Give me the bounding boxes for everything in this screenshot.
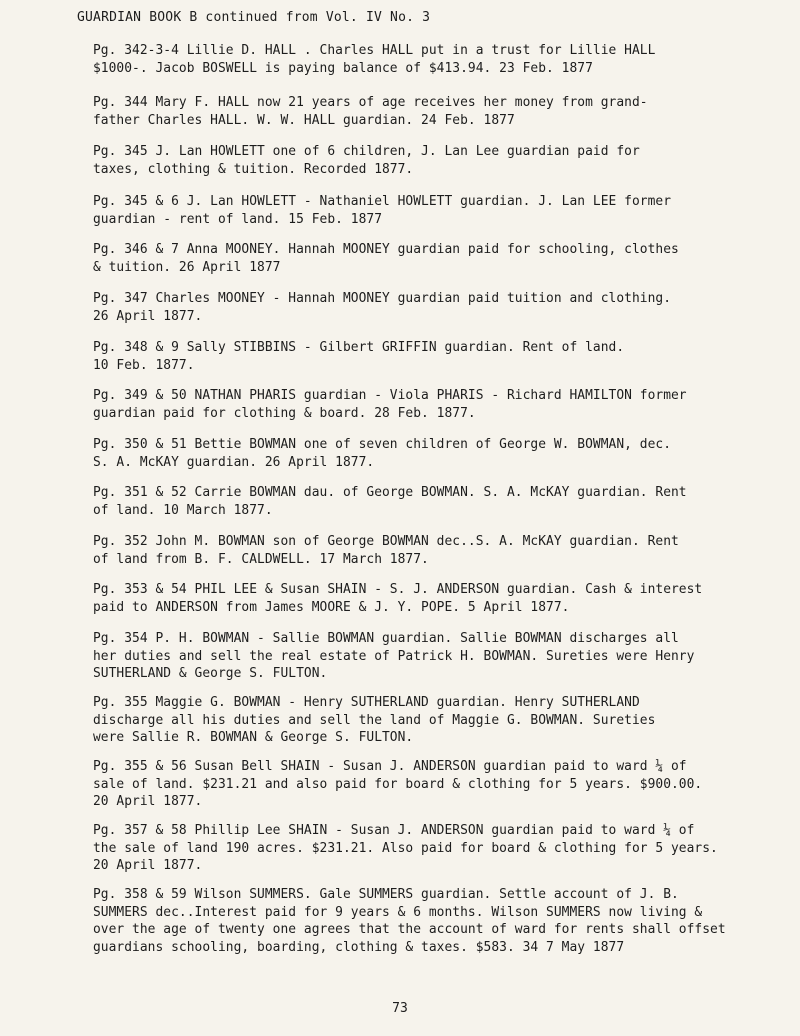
entry-pg-355 (93, 694, 773, 747)
entry-line: 20 April 1877. (93, 794, 203, 810)
entry-pg-346-7 (93, 241, 773, 276)
entry-line: taxes, clothing & tuition. Recorded 1877. (93, 161, 414, 177)
page-number: 73 (392, 1001, 408, 1016)
entry-line: discharge all his duties and sell the land of Maggie G. BOWMAN. Sureties (93, 712, 656, 728)
entry-line: Pg. 347 Charles MOONEY - Hannah MOONEY guardian paid tuition and clothing. (93, 291, 671, 306)
entry-line: of land from B. F. CALDWELL. 17 March 1877. (93, 551, 429, 567)
entry-line: Pg. 348 & 9 Sally STIBBINS - Gilbert GRIFFIN guardian. Rent of land. (93, 340, 625, 355)
entry-pg-345 (93, 143, 773, 178)
entry-line: Pg. 344 Mary F. HALL now 21 years of age receives her money from grand- (93, 95, 648, 110)
entry-line: Pg. 346 & 7 Anna MOONEY. Hannah MOONEY guardian paid for schooling, clothes (93, 242, 679, 257)
entry-line: of land. 10 March 1877. (93, 502, 273, 518)
entry-pg-350-51 (93, 436, 773, 471)
entry-line: Pg. 358 & 59 Wilson SUMMERS. Gale SUMMERS guardian. Settle account of J. B. (93, 887, 679, 902)
entry-line: Pg. 350 & 51 Bettie BOWMAN one of seven children of George W. BOWMAN, dec. (93, 437, 671, 452)
entry-line: her duties and sell the real estate of Patrick H. BOWMAN. Sureties were Henry (93, 648, 695, 664)
entry-line: Pg. 357 & 58 Phillip Lee SHAIN - Susan J. ANDERSON guardian paid to ward ¼ of (93, 823, 695, 838)
entry-pg-354 (93, 630, 773, 683)
entry-line: SUMMERS dec..Interest paid for 9 years & 6 months. Wilson SUMMERS now living & (93, 904, 703, 920)
entry-line: guardian - rent of land. 15 Feb. 1877 (93, 211, 382, 227)
entry-line: father Charles HALL. W. W. HALL guardian. 24 Feb. 1877 (93, 112, 515, 128)
entry-line: Pg. 355 & 56 Susan Bell SHAIN - Susan J. ANDERSON guardian paid to ward ¼ of (93, 759, 687, 774)
entry-line: Pg. 355 Maggie G. BOWMAN - Henry SUTHERLAND guardian. Henry SUTHERLAND (93, 695, 640, 710)
page-header: GUARDIAN BOOK B continued from Vol. IV No. 3 (77, 10, 431, 25)
entry-pg-353-54 (93, 581, 773, 616)
entry-pg-344 (93, 94, 773, 129)
entry-line: Pg. 354 P. H. BOWMAN - Sallie BOWMAN guardian. Sallie BOWMAN discharges all (93, 631, 679, 646)
entry-line: Pg. 345 J. Lan HOWLETT one of 6 children, J. Lan Lee guardian paid for (93, 144, 640, 159)
entry-pg-342 (93, 42, 773, 77)
entry-line: S. A. McKAY guardian. 26 April 1877. (93, 454, 375, 470)
entry-pg-358-59 (93, 886, 773, 956)
entry-line: guardian paid for clothing & board. 28 Feb. 1877. (93, 405, 476, 421)
entry-pg-352 (93, 533, 773, 568)
entry-line: SUTHERLAND & George S. FULTON. (93, 666, 328, 682)
entry-line: paid to ANDERSON from James MOORE & J. Y. POPE. 5 April 1877. (93, 599, 570, 615)
entry-pg-357-58 (93, 822, 773, 875)
entry-line: sale of land. $231.21 and also paid for board & clothing for 5 years. $900.00. (93, 776, 703, 792)
entry-line: Pg. 345 & 6 J. Lan HOWLETT - Nathaniel HOWLETT guardian. J. Lan LEE former (93, 194, 671, 209)
entry-line: over the age of twenty one agrees that the account of ward for rents shall offset (93, 922, 726, 938)
entry-line: & tuition. 26 April 1877 (93, 259, 281, 275)
entry-line: Pg. 349 & 50 NATHAN PHARIS guardian - Viola PHARIS - Richard HAMILTON former (93, 388, 687, 403)
entry-line: 10 Feb. 1877. (93, 357, 195, 373)
entry-line: Pg. 351 & 52 Carrie BOWMAN dau. of George BOWMAN. S. A. McKAY guardian. Rent (93, 485, 687, 500)
entry-pg-347 (93, 290, 773, 325)
entry-line: Pg. 352 John M. BOWMAN son of George BOWMAN dec..S. A. McKAY guardian. Rent (93, 534, 679, 549)
entry-line: 20 April 1877. (93, 858, 203, 874)
entry-line: $1000-. Jacob BOSWELL is paying balance of $413.94. 23 Feb. 1877 (93, 60, 593, 76)
entry-line: Pg. 353 & 54 PHIL LEE & Susan SHAIN - S. J. ANDERSON guardian. Cash & interest (93, 582, 703, 597)
entry-pg-355-56 (93, 758, 773, 811)
entry-line: the sale of land 190 acres. $231.21. Also paid for board & clothing for 5 years. (93, 840, 718, 856)
entry-pg-345-6 (93, 193, 773, 228)
entry-line: 26 April 1877. (93, 308, 203, 324)
entry-line: were Sallie R. BOWMAN & George S. FULTON. (93, 730, 414, 746)
entry-pg-348-9 (93, 339, 773, 374)
entry-line: guardians schooling, boarding, clothing & taxes. $583. 34 7 May 1877 (93, 939, 625, 955)
entry-line: Pg. 342-3-4 Lillie D. HALL . Charles HALL put in a trust for Lillie HALL (93, 43, 656, 58)
entry-pg-349-50 (93, 387, 773, 422)
entry-pg-351-52 (93, 484, 773, 519)
